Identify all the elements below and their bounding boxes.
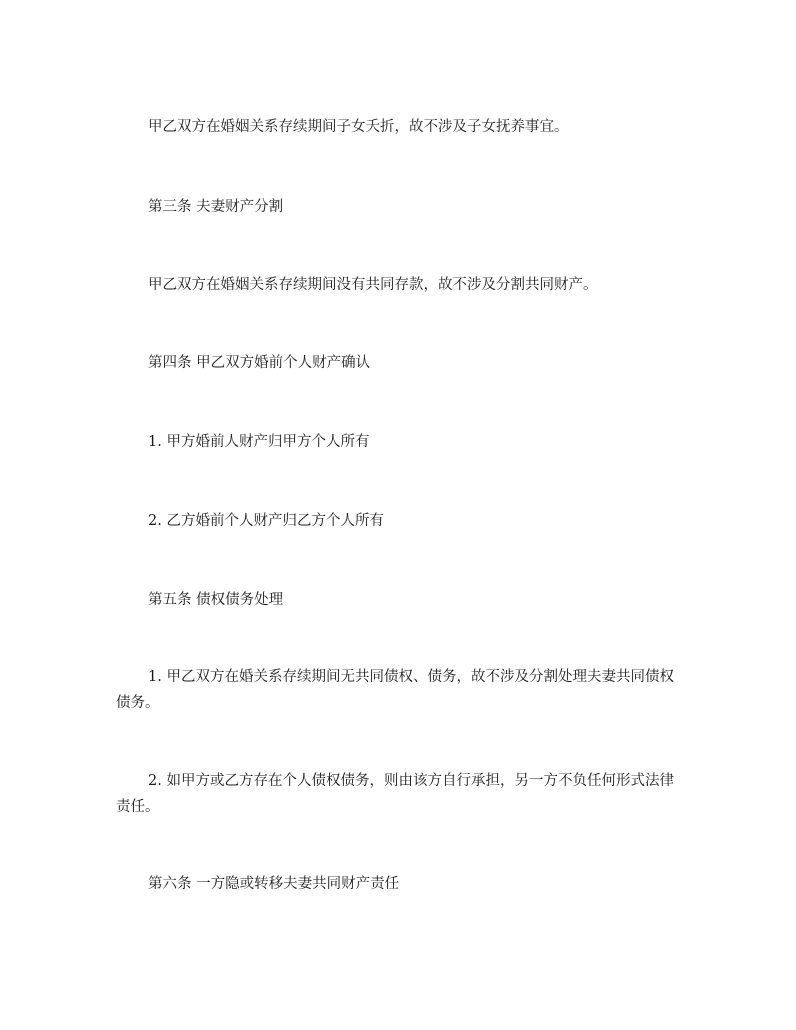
list-item-personal-debts: 2. 如甲方或乙方存在个人债权债务，则由该方自行承担，另一方不负任何形式法律责任。 xyxy=(116,773,674,815)
list-item-party-b-property: 2. 乙方婚前个人财产归乙方个人所有 xyxy=(148,513,384,529)
heading-article-3: 第三条 夫妻财产分割 xyxy=(148,199,284,215)
paragraph-child-matters: 甲乙双方在婚姻关系存续期间子女夭折，故不涉及子女抚养事宜。 xyxy=(148,119,569,135)
paragraph-property-division: 甲乙双方在婚姻关系存续期间没有共同存款，故不涉及分割共同财产。 xyxy=(148,277,598,293)
heading-article-6: 第六条 一方隐或转移夫妻共同财产责任 xyxy=(148,876,400,892)
heading-article-4: 第四条 甲乙双方婚前个人财产确认 xyxy=(148,355,371,371)
list-item-joint-debts: 1. 甲乙双方在婚关系存续期间无共同债权、债务，故不涉及分割处理夫妻共同债权债务。 xyxy=(116,669,674,711)
heading-article-5: 第五条 债权债务处理 xyxy=(148,592,284,608)
list-item-party-a-property: 1. 甲方婚前人财产归甲方个人所有 xyxy=(148,434,370,450)
